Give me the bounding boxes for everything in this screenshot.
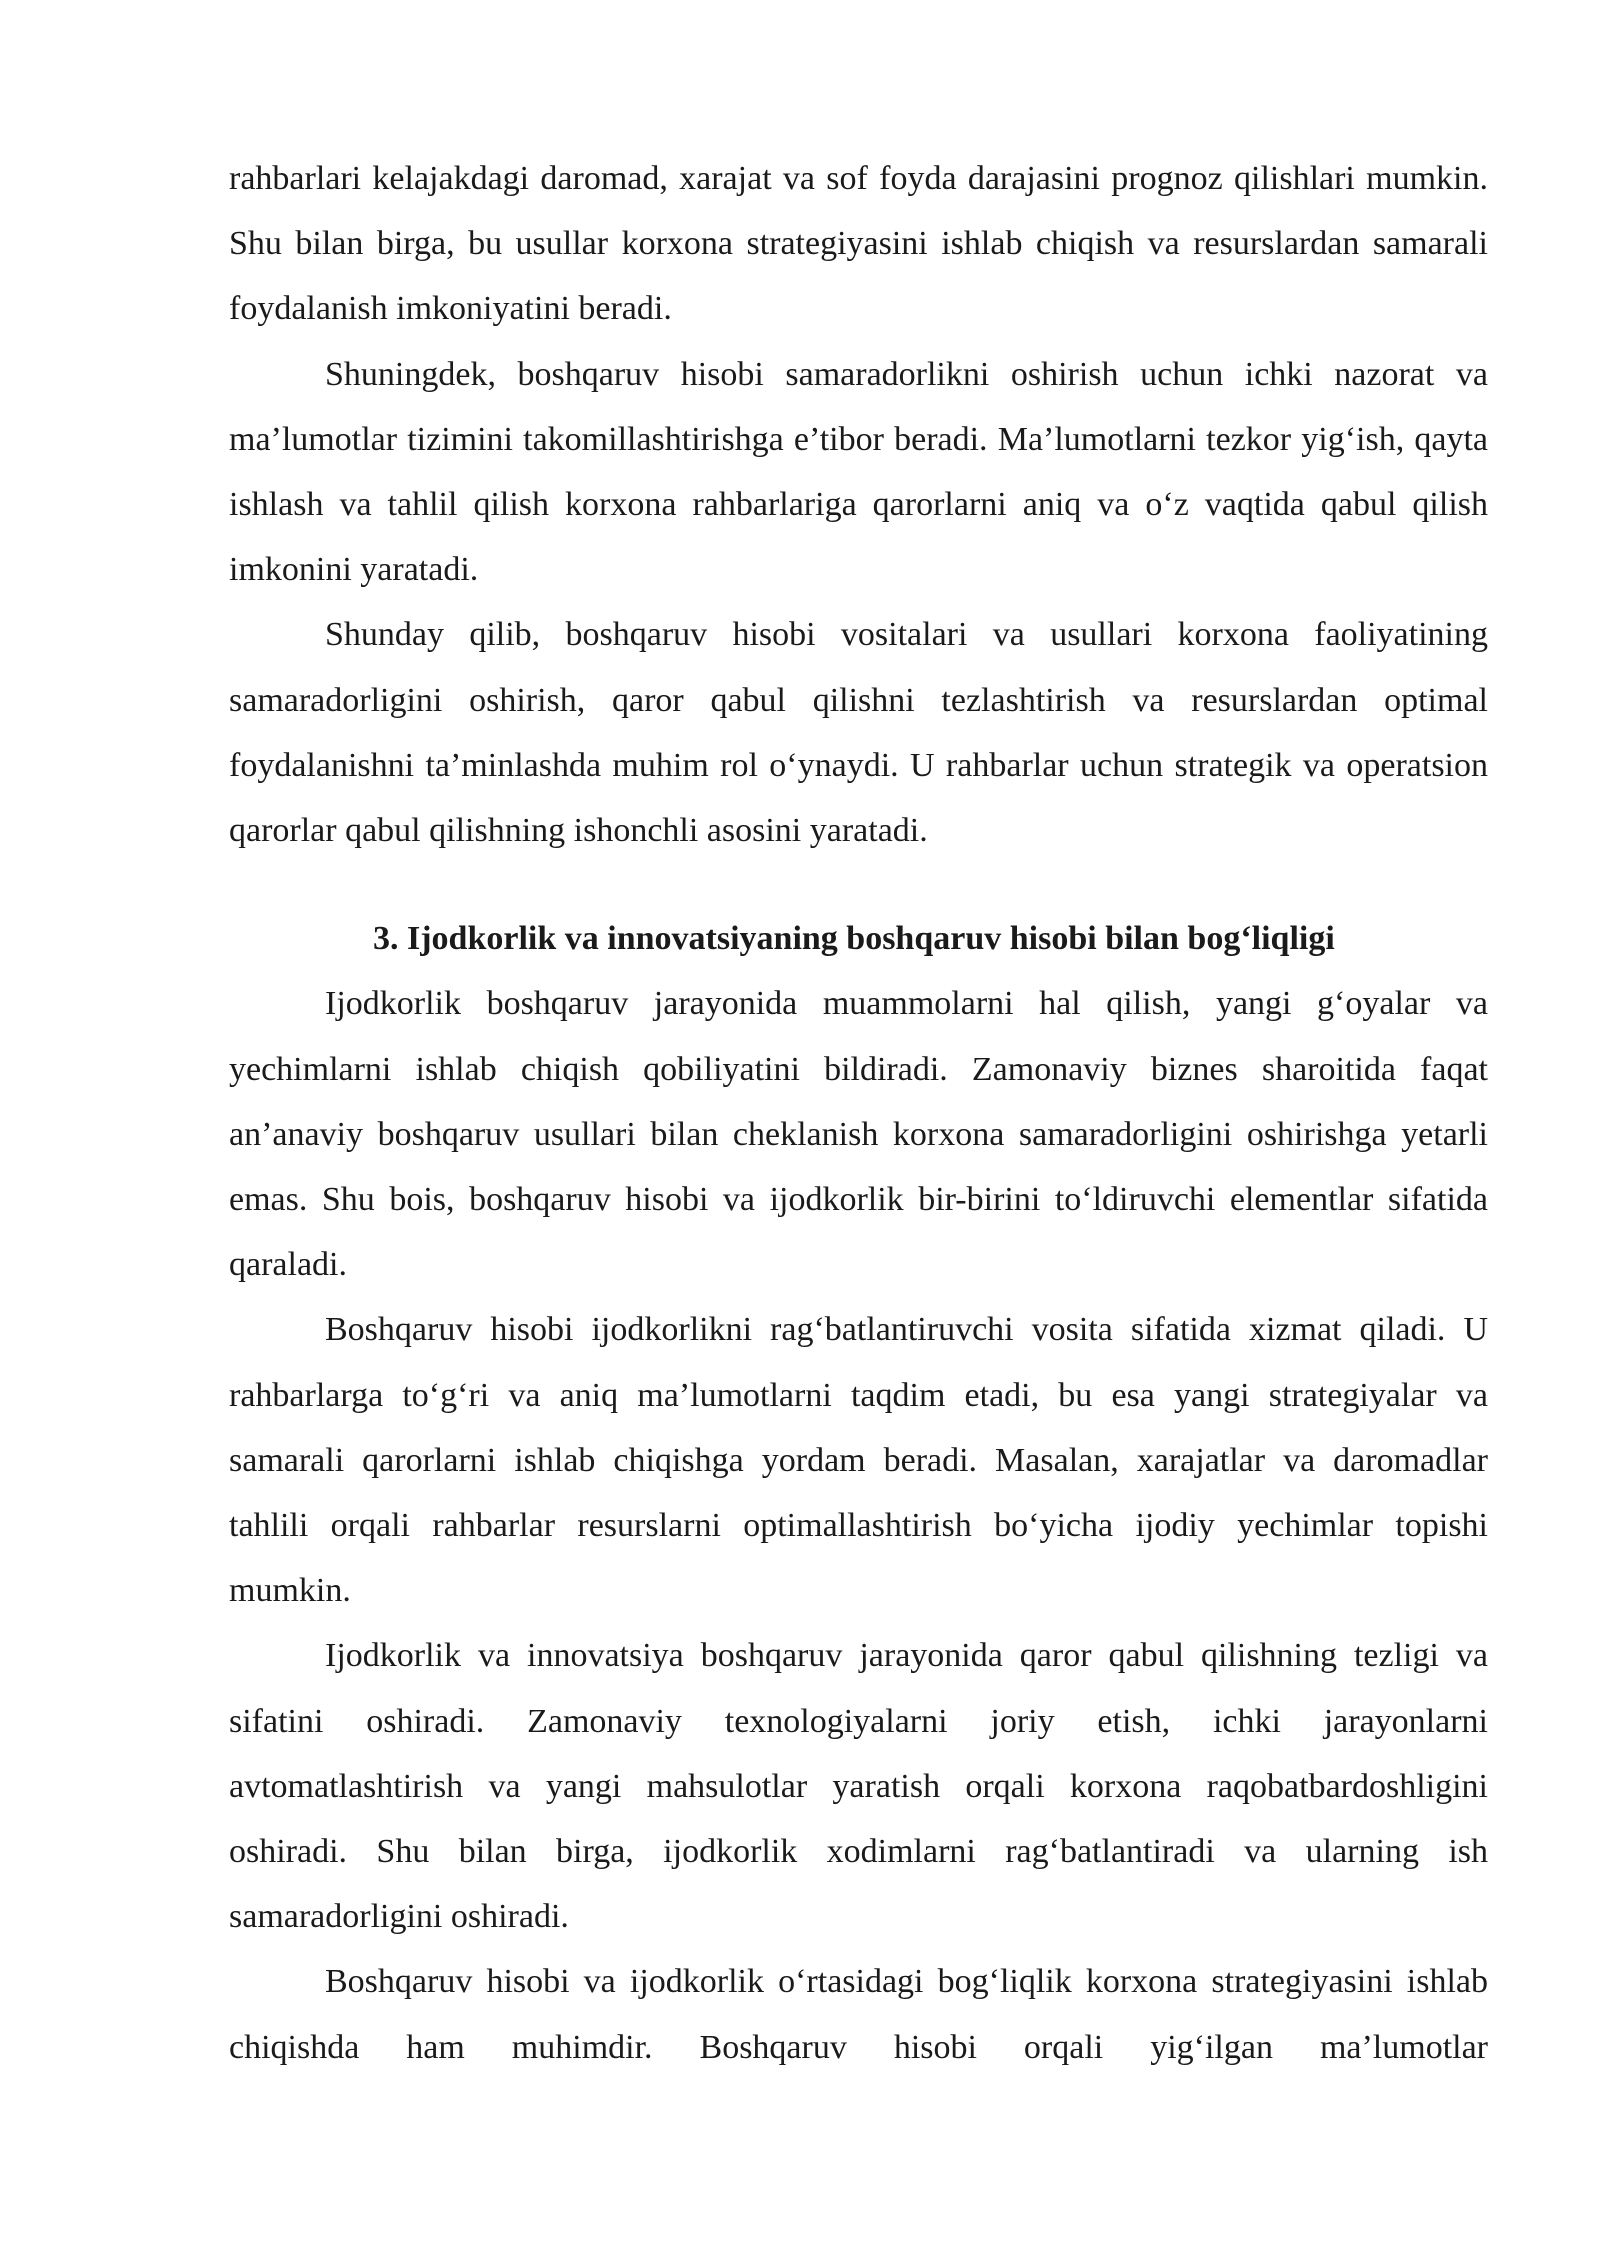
section-heading: 3. Ijodkorlik va innovatsiyaning boshqaruv hisobi bilan bog‘liqligi [373,920,1335,958]
paragraph-strategy-link: Boshqaruv hisobi va ijodkorlik o‘rtasidagi bog‘liqlik korxona strategiyasini ishlab chiqishda ham muhimdir. Boshqaruv hisobi orqali yig‘ilgan ma’lumotlar [229,1963,1488,2066]
paragraph-innovation-speed: Ijodkorlik va innovatsiya boshqaruv jarayonida qaror qabul qilishning tezligi va sifatini oshiradi. Zamonaviy texnologiyalarni joriy etish, ichki jarayonlarni avtomatlashtirish va yangi mahsulotlar yaratish orqali korxona raqobatbardoshligini oshiradi. Shu bilan birga, ijodkorlik xodimlarni rag‘batlantiradi va ularning ish samaradorligini oshiradi. [229,1637,1488,1936]
paragraph-internal-control: Shuningdek, boshqaruv hisobi samaradorlikni oshirish uchun ichki nazorat va ma’lumotlar tizimini takomillashtirishga e’tibor beradi. Ma’lumotlarni tezkor yig‘ish, qayta ishlash va tahlil qilish korxona rahbarlariga qarorlarni aniq va o‘z vaqtida qabul qilish imkonini yaratadi. [229,355,1488,589]
document-page [229,146,1488,2080]
paragraph-accounting-stimulus: Boshqaruv hisobi ijodkorlikni rag‘batlantiruvchi vosita sifatida xizmat qiladi. U rahbarlarga to‘g‘ri va aniq ma’lumotlarni taqdim etadi, bu esa yangi strategiyalar va samarali qarorlarni ishlab chiqishga yordam beradi. Masalan, xarajatlar va daromadlar tahlili orqali rahbarlar resurslarni optimallashtirish bo‘yicha ijodiy yechimlar topishi mumkin. [229,1311,1488,1610]
paragraph-continuation: rahbarlari kelajakdagi daromad, xarajat va sof foyda darajasini prognoz qilishlari mumkin. Shu bilan birga, bu usullar korxona strategiyasini ishlab chiqish va resurslardan samarali foydalanish imkoniyatini beradi. [229,160,1488,328]
paragraph-conclusion: Shunday qilib, boshqaruv hisobi vositalari va usullari korxona faoliyatining samaradorligini oshirish, qaror qabul qilishni tezlashtirish va resurslardan optimal foydalanishni ta’minlashda muhim rol o‘ynaydi. U rahbarlar uchun strategik va operatsion qarorlar qabul qilishning ishonchli asosini yaratadi. [229,616,1488,850]
paragraph-creativity-definition: Ijodkorlik boshqaruv jarayonida muammolarni hal qilish, yangi g‘oyalar va yechimlarni ishlab chiqish qobiliyatini bildiradi. Zamonaviy biznes sharoitida faqat an’anaviy boshqaruv usullari bilan cheklanish korxona samaradorligini oshirishga yetarli emas. Shu bois, boshqaruv hisobi va ijodkorlik bir-birini to‘ldiruvchi elementlar sifatida qaraladi. [229,985,1488,1284]
